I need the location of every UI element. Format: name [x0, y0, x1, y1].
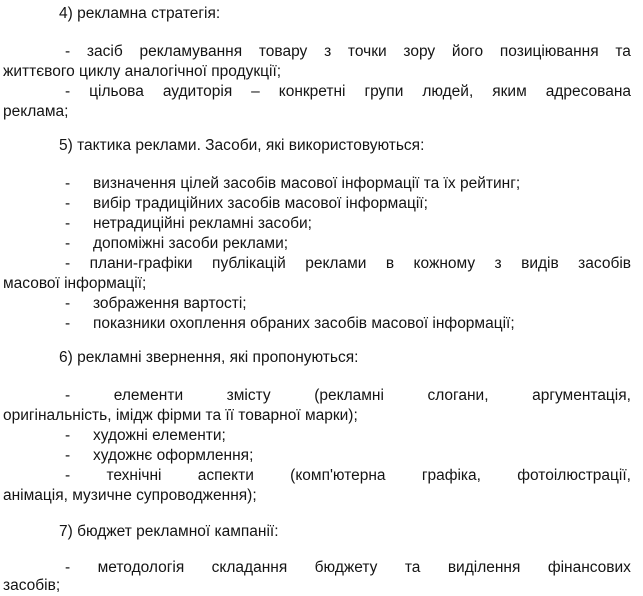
section-5-heading: 5) тактика реклами. Засоби, які використовуються: [59, 137, 425, 154]
dash: - [65, 387, 71, 404]
dash: - [65, 559, 71, 576]
s7-item-1-line-1: - методологія складання бюджету та виділення фінансових [65, 559, 631, 576]
dash: - [65, 83, 71, 100]
s6-item-1-line-2: оригінальність, імідж фірми та її товарної марки); [3, 407, 358, 424]
s5-item-1: - визначення цілей засобів масової інформації та їх рейтинг; [65, 175, 521, 192]
s5-item-4: - допоміжні засоби реклами; [65, 235, 289, 252]
section-6-heading: 6) рекламні звернення, які пропонуються: [59, 349, 359, 366]
section-4-heading: 4) рекламна стратегія: [59, 5, 221, 22]
s5-item-3: - нетрадиційні рекламні засоби; [65, 215, 312, 232]
s5-item-7: - показники охоплення обраних засобів масової інформації; [65, 315, 515, 332]
s4-item-2-line-1: - цільова аудиторія – конкретні групи людей, яким адресована [65, 83, 631, 100]
dash: - [65, 255, 71, 272]
s5-item-2: - вибір традиційних засобів масової інформації; [65, 195, 428, 212]
s6-item-1-line-1: - елементи змісту (рекламні слогани, аргументація, [65, 387, 631, 404]
s5-item-5-line-1: - плани-графіки публікацій реклами в кожному з видів засобів [65, 255, 631, 272]
s5-item-6: - зображення вартості; [65, 295, 247, 312]
section-7-heading: 7) бюджет рекламної кампанії: [59, 523, 279, 540]
s5-item-5-line-2: масової інформації; [3, 275, 147, 292]
dash: - [65, 467, 71, 484]
s4-item-1-line-2: життєвого циклу аналогічної продукції; [3, 63, 282, 80]
s4-item-1-line-1: - засіб рекламування товару з точки зору його позиціювання та [65, 43, 631, 60]
s6-item-2: - художні елементи; [65, 427, 226, 444]
s4-item-2-line-2: реклама; [3, 103, 69, 120]
s6-item-3: - художнє оформлення; [65, 447, 254, 464]
s6-item-4-line-1: - технічні аспекти (комп'ютерна графіка, фотоілюстрації, [65, 467, 631, 484]
dash: - [65, 43, 71, 60]
s6-item-4-line-2: анімація, музичне супроводження); [3, 487, 257, 504]
s7-item-1-line-2: засобів; [3, 577, 61, 594]
